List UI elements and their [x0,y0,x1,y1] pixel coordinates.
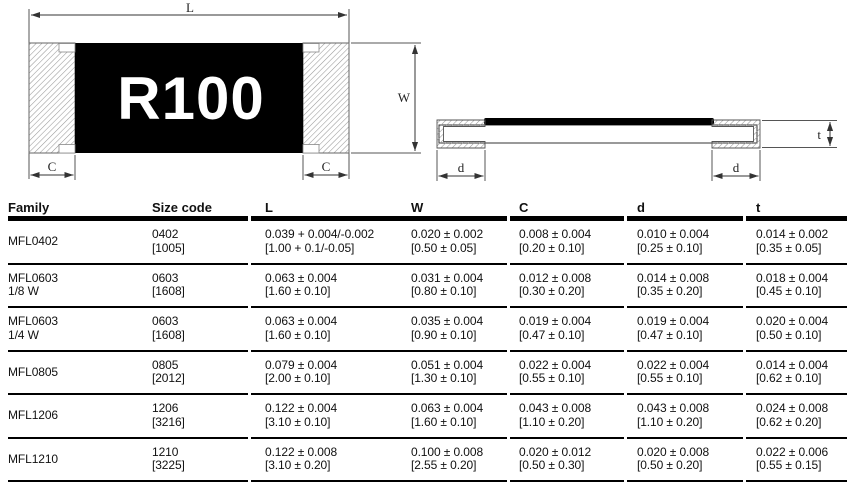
size-metric: [2012] [152,371,185,386]
dim-inch: 0.063 ± 0.004 [411,401,484,416]
dim-metric: [0.45 ± 0.10] [756,284,822,299]
dim-C-cell [519,439,637,481]
family-power: 1/4 W [8,327,39,342]
terminal-notch [303,145,319,154]
resistive-film [484,118,714,125]
dim-metric: [0.90 ± 0.10] [411,327,477,342]
dim-metric: [0.50 ± 0.05] [411,240,477,255]
dim-W-cell [411,221,519,263]
dim-label-d-right: d [732,160,740,175]
dim-inch: 0.020 ± 0.002 [411,227,484,242]
dim-inch: 0.063 ± 0.004 [265,270,338,285]
dim-inch: 0.063 ± 0.004 [265,314,338,329]
terminal-notch [59,44,75,53]
dim-t-cell [756,265,847,307]
size-metric: [1005] [152,240,185,255]
dim-inch: 0.008 ± 0.004 [519,227,592,242]
table-row [8,395,847,439]
header-W: W [411,200,424,215]
dim-metric: [0.55 ± 0.10] [519,371,585,386]
dim-inch: 0.035 ± 0.004 [411,314,484,329]
dimensions-table [8,196,847,482]
family-cell [8,308,152,350]
dim-metric: [1.10 ± 0.20] [519,414,585,429]
dim-L-cell [265,221,411,263]
family-name: MFL0805 [8,364,58,379]
family-power: 1/8 W [8,284,39,299]
dim-d-cell [637,439,756,481]
dim-C-cell [519,308,637,350]
dim-inch: 0.020 ± 0.012 [519,444,592,459]
dim-inch: 0.018 ± 0.004 [756,270,829,285]
size-inch: 0603 [152,314,179,329]
dim-label-d-left: d [457,160,465,175]
header-t: t [756,200,761,215]
dim-metric: [0.55 ± 0.15] [756,458,822,473]
dim-inch: 0.022 ± 0.004 [637,357,710,372]
dim-inch: 0.079 ± 0.004 [265,357,338,372]
dim-metric: [0.20 ± 0.10] [519,240,585,255]
dim-metric: [0.47 ± 0.10] [519,327,585,342]
size-metric: [3225] [152,458,185,473]
dim-W-cell [411,439,519,481]
dim-inch: 0.100 ± 0.008 [411,444,484,459]
table-row [8,439,847,483]
family-name: MFL0603 [8,270,58,285]
dim-d-cell [637,265,756,307]
dim-metric: [0.25 ± 0.10] [637,240,703,255]
rule-gap [507,215,510,483]
size-inch: 1206 [152,401,179,416]
dim-d-cell [637,352,756,394]
dim-C-cell [519,352,637,394]
family-name: MFL0402 [8,234,58,248]
size-inch: 1210 [152,444,179,459]
dim-inch: 0.020 ± 0.008 [637,444,710,459]
dim-label-W: W [397,90,410,105]
header-L: L [265,200,273,215]
side-view-diagram [430,80,854,195]
header-C: C [519,200,529,215]
dim-L-cell [265,265,411,307]
family-name: MFL1206 [8,408,58,422]
dim-L-cell [265,308,411,350]
dim-inch: 0.039 + 0.004/-0.002 [265,227,375,242]
dim-metric: [1.00 + 0.1/-0.05] [265,240,355,255]
dim-inch: 0.043 ± 0.008 [637,401,710,416]
dim-C-cell [519,221,637,263]
dim-metric: [0.47 ± 0.10] [637,327,703,342]
dim-C-cell [519,265,637,307]
table-header-row [8,196,847,221]
dim-inch: 0.014 ± 0.002 [756,227,829,242]
top-view-diagram [0,0,430,195]
dim-inch: 0.012 ± 0.008 [519,270,592,285]
table-row [8,265,847,309]
dim-metric: [3.10 ± 0.10] [265,414,331,429]
dim-inch: 0.014 ± 0.008 [637,270,710,285]
dim-metric: [0.55 ± 0.10] [637,371,703,386]
size-inch: 0603 [152,270,179,285]
family-cell [8,221,152,263]
dim-metric: [0.62 ± 0.10] [756,371,822,386]
dim-metric: [1.60 ± 0.10] [265,284,331,299]
dim-d-cell [637,395,756,437]
dim-metric: [1.10 ± 0.20] [637,414,703,429]
size-metric: [1608] [152,284,185,299]
dim-inch: 0.022 ± 0.004 [519,357,592,372]
dim-t-cell [756,395,847,437]
dim-W-cell [411,265,519,307]
dim-label-L: L [186,0,194,15]
dim-inch: 0.019 ± 0.004 [637,314,710,329]
resistance-marking: R100 [117,65,265,132]
dim-t-cell [756,352,847,394]
dim-inch: 0.024 ± 0.008 [756,401,829,416]
dim-inch: 0.043 ± 0.008 [519,401,592,416]
dim-L-cell [265,352,411,394]
header-family: Family [8,200,50,215]
size-metric: [3216] [152,414,185,429]
dim-metric: [0.30 ± 0.20] [519,284,585,299]
family-cell [8,352,152,394]
dim-inch: 0.020 ± 0.004 [756,314,829,329]
dim-W-cell [411,395,519,437]
dim-inch: 0.031 ± 0.004 [411,270,484,285]
dim-W-cell [411,352,519,394]
dim-L-cell [265,395,411,437]
family-cell [8,395,152,437]
rule-gap [248,215,251,483]
dim-metric: [2.00 ± 0.10] [265,371,331,386]
family-cell [8,265,152,307]
size-inch: 0402 [152,227,179,242]
dim-inch: 0.122 ± 0.008 [265,444,338,459]
table-row [8,221,847,265]
terminal-notch [59,145,75,154]
table-row [8,308,847,352]
dim-metric: [1.60 ± 0.10] [411,414,477,429]
dim-inch: 0.019 ± 0.004 [519,314,592,329]
header-size-code: Size code [152,200,212,215]
dim-metric: [0.80 ± 0.10] [411,284,477,299]
rule-gap [743,215,746,483]
terminal-notch [303,44,319,53]
dim-inch: 0.122 ± 0.004 [265,401,338,416]
dim-metric: [0.50 ± 0.30] [519,458,585,473]
dim-t-cell [756,308,847,350]
dim-metric: [1.30 ± 0.10] [411,371,477,386]
dim-metric: [2.55 ± 0.20] [411,458,477,473]
family-cell [8,439,152,481]
dim-label-t: t [817,127,821,142]
dim-metric: [0.35 ± 0.20] [637,284,703,299]
dim-inch: 0.010 ± 0.004 [637,227,710,242]
dim-metric: [0.50 ± 0.20] [637,458,703,473]
dim-W-cell [411,308,519,350]
dim-metric: [3.10 ± 0.20] [265,458,331,473]
terminal-left [29,43,75,153]
size-metric: [1608] [152,327,185,342]
dim-metric: [0.50 ± 0.10] [756,327,822,342]
header-d: d [637,200,645,215]
dim-d-cell [637,308,756,350]
dim-label-C-left: C [47,159,57,174]
dim-label-C-right: C [321,159,331,174]
family-name: MFL1210 [8,451,58,466]
family-name: MFL0603 [8,314,58,329]
dim-t-cell [756,439,847,481]
dim-L-cell [265,439,411,481]
dim-metric: [0.62 ± 0.20] [756,414,822,429]
dim-metric: [1.60 ± 0.10] [265,327,331,342]
dim-C-cell [519,395,637,437]
table-row [8,352,847,396]
dim-inch: 0.051 ± 0.004 [411,357,484,372]
dim-inch: 0.014 ± 0.004 [756,357,829,372]
dim-t-cell [756,221,847,263]
size-inch: 0805 [152,357,179,372]
dim-inch: 0.022 ± 0.006 [756,444,829,459]
terminal-right [303,43,349,153]
dim-d-cell [637,221,756,263]
rule-gap [624,215,627,483]
substrate [439,125,757,143]
dim-metric: [0.35 ± 0.05] [756,240,822,255]
